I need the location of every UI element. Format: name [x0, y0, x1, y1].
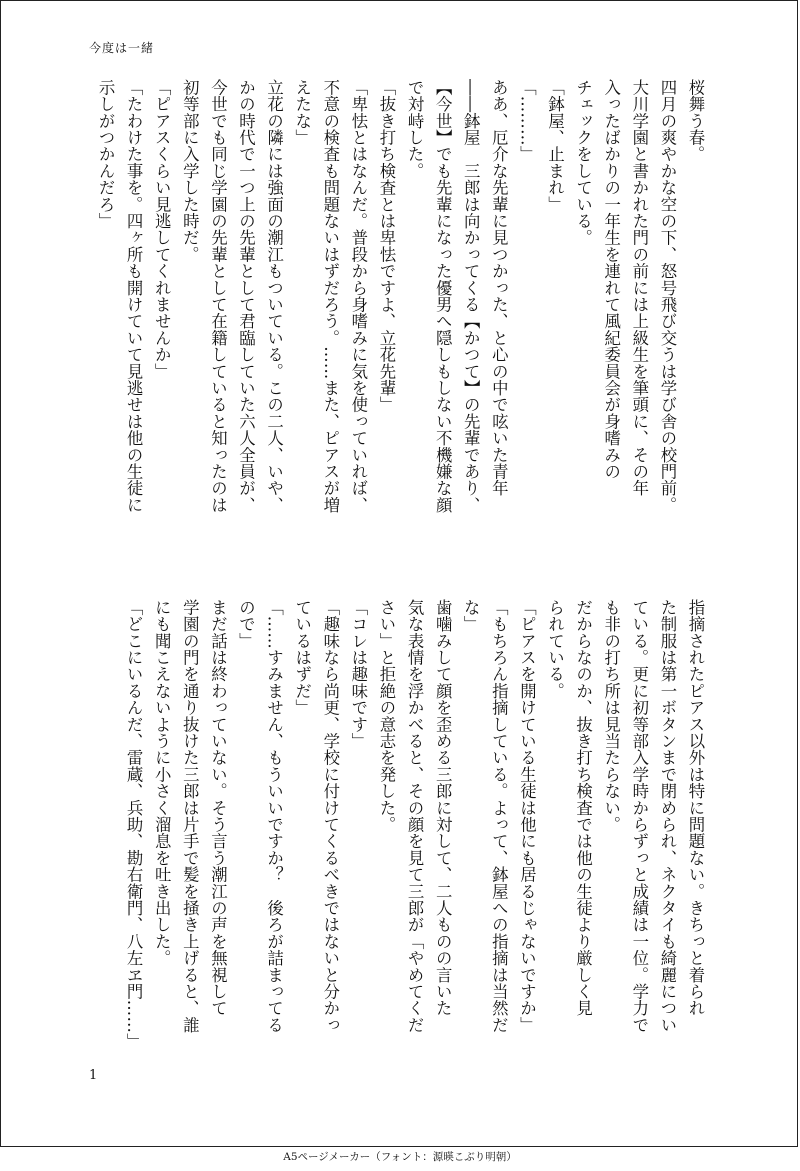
- text-column: 桜舞う春。: [686, 79, 705, 163]
- text-column: ているはずだ」: [292, 599, 312, 716]
- text-column: 気な表情を浮かべると、その顔を見て三郎が「やめてくだ: [405, 599, 425, 1034]
- text-column: も非の打ち所は見当たらない。: [601, 599, 621, 833]
- text-column: さい」と拒絶の意志を発した。: [376, 599, 396, 833]
- text-block-bottom: [91, 599, 709, 1055]
- text-column: 歯噛みして顔を歪める三郎に対して、二人ものの言いた: [433, 599, 453, 1017]
- running-title: 今度は一緒: [89, 41, 155, 55]
- text-column: 初等部に入学した時だ。: [180, 79, 200, 263]
- text-column: 「たわけた事を。四ヶ所も開けていて見逃せは他の生徒に: [124, 79, 144, 514]
- text-column: 「………」: [517, 79, 537, 163]
- text-column: まだ話は終わっていない。そう言う潮江の声を無視して: [208, 599, 228, 1017]
- text-column: 「もちろん指摘している。よって、鉢屋への指摘は当然だ: [489, 599, 509, 1034]
- text-column: チェックをしている。: [573, 79, 593, 246]
- text-column: 示しがつかんだろ」: [96, 79, 116, 230]
- text-column: 「卑怯とはなんだ。普段から身嗜みに気を使っていれば、: [348, 79, 368, 514]
- page-number: 1: [89, 1068, 98, 1083]
- text-column: ああ、厄介な先輩に見つかった、と心の中で呟いた青年: [489, 79, 509, 497]
- text-column: 「鉢屋、止まれ」: [545, 79, 565, 213]
- text-column: 今世でも同じ学園の先輩として在籍していると知ったのは: [208, 79, 228, 514]
- text-column: た制服は第一ボタンまで閉められ、ネクタイも綺麗につい: [657, 599, 677, 1034]
- text-column: で対峙した。: [405, 79, 425, 180]
- text-column: かの時代で一つ上の先輩として君臨していた六人全員が、: [236, 79, 256, 514]
- text-block-top: [91, 79, 709, 557]
- text-column: ――鉢屋 三郎は向かってくる【かつて】の先輩であり、: [461, 79, 481, 514]
- text-column: 【今世】でも先輩になった優男へ隠しもしない不機嫌な顔: [433, 79, 453, 514]
- text-column: 「趣味なら尚更、学校に付けてくるべきではないと分かっ: [320, 599, 340, 1034]
- text-column: な」: [461, 599, 481, 633]
- footer-credit: A5ページメーカー（フォント：源暎こぶり明朝）: [283, 1151, 517, 1163]
- text-column: にも聞こえないように小さく溜息を吐き出した。: [152, 599, 172, 967]
- text-column: 大川学園と書かれた門の前には上級生を筆頭に、その年: [629, 79, 649, 497]
- text-column: 学園の門を通り抜けた三郎は片手で髪を掻き上げると、誰: [180, 599, 200, 1034]
- text-column: 「ピアスを開けている生徒は他にも居るじゃないですか」: [517, 599, 537, 1034]
- text-column: 「抜き打ち検査とは卑怯ですよ、立花先輩」: [376, 79, 396, 413]
- text-column: だからなのか、抜き打ち検査では他の生徒より厳しく見: [573, 599, 593, 1017]
- text-column: 「どこにいるんだ、雷蔵、兵助、勘右衛門、八左ヱ門……」: [124, 599, 144, 1050]
- text-column: 「ピアスくらい見逃してくれませんか」: [152, 79, 172, 380]
- text-column: 「……すみません、もういいですか？ 後ろが詰まってる: [264, 599, 284, 1034]
- text-column: 「コレは趣味です」: [348, 599, 368, 750]
- text-column: 不意の検査も問題ないはずだろう。……また、ピアスが増: [320, 79, 340, 514]
- text-column: ので」: [236, 599, 256, 650]
- text-column: 入ったばかりの一年生を連れて風紀委員会が身嗜みの: [601, 79, 621, 480]
- text-column: 立花の隣には強面の潮江もついている。この二人、いや、: [264, 79, 284, 514]
- text-column: えたな」: [292, 79, 312, 146]
- text-column: 指摘されたピアス以外は特に問題ない。きちっと着られ: [686, 599, 705, 1017]
- text-column: ている。更に初等部入学時からずっと成績は一位。学力で: [629, 599, 649, 1034]
- text-column: られている。: [545, 599, 565, 700]
- text-column: 四月の爽やかな空の下、怒号飛び交うは学び舎の校門前。: [657, 79, 677, 514]
